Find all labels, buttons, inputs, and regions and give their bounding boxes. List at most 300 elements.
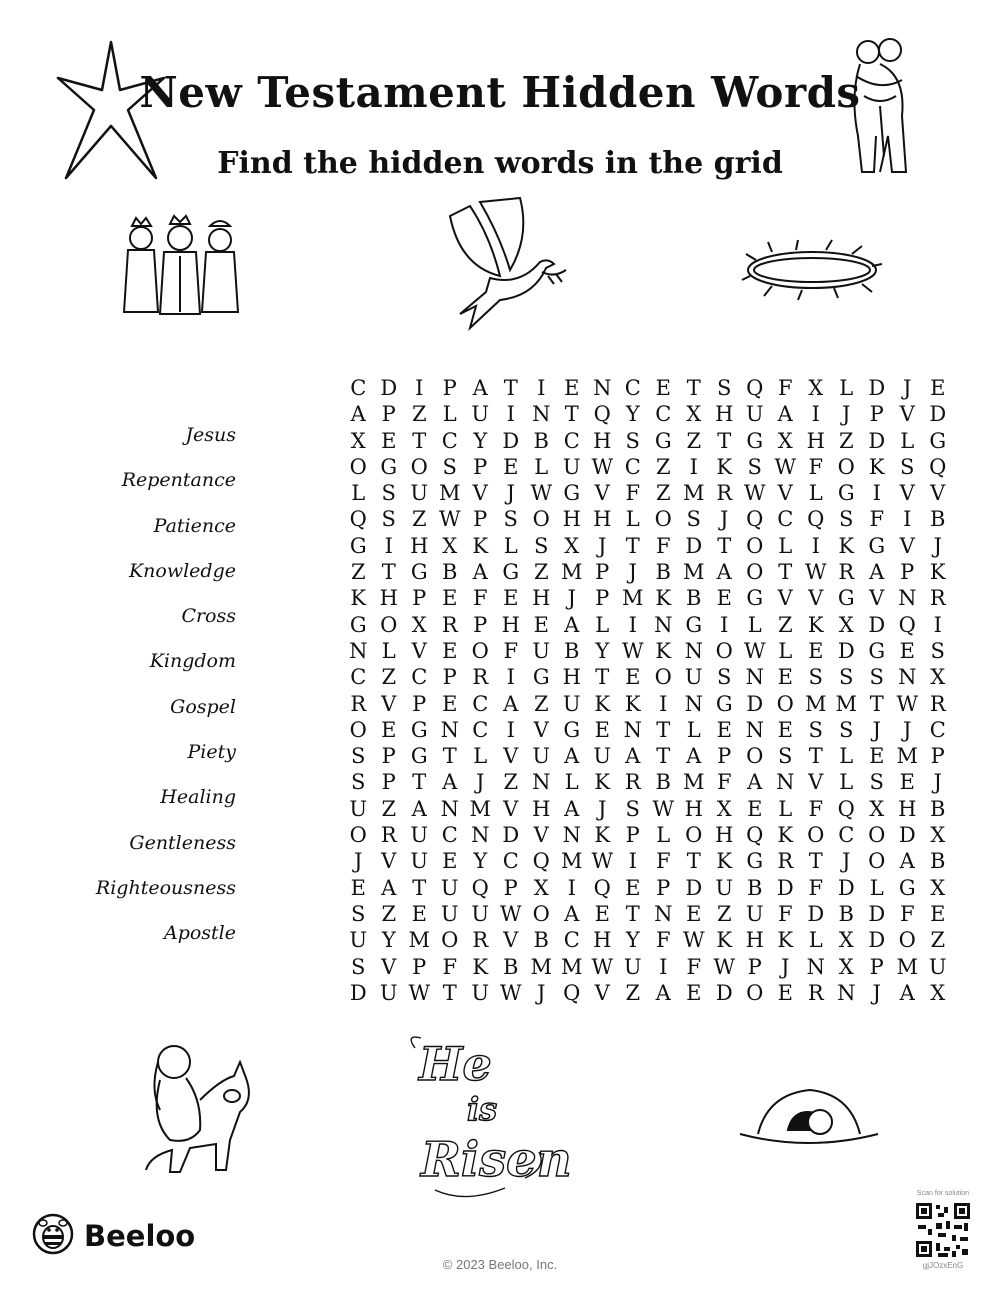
grid-cell[interactable]: V (808, 586, 824, 611)
grid-cell[interactable]: W (591, 954, 614, 979)
grid-cell[interactable]: M (621, 586, 644, 611)
grid-cell[interactable]: N (745, 717, 764, 742)
grid-cell[interactable]: W (499, 980, 522, 1005)
grid-cell[interactable]: N (745, 665, 764, 690)
grid-cell[interactable]: U (562, 691, 581, 716)
grid-cell[interactable]: H (410, 533, 429, 558)
grid-cell[interactable]: I (659, 691, 668, 716)
grid-cell[interactable]: Z (838, 428, 854, 453)
grid-cell[interactable]: V (533, 823, 549, 848)
grid-cell[interactable]: E (686, 980, 702, 1005)
grid-cell[interactable]: H (745, 928, 764, 953)
grid-cell[interactable]: L (686, 717, 701, 742)
grid-cell[interactable]: Z (655, 454, 671, 479)
grid-cell[interactable]: Y (625, 928, 640, 953)
grid-cell[interactable]: D (685, 533, 703, 558)
grid-cell[interactable]: L (656, 823, 671, 848)
grid-cell[interactable]: T (625, 533, 640, 558)
grid-cell[interactable]: J (628, 560, 637, 585)
grid-cell[interactable]: L (625, 507, 640, 532)
grid-cell[interactable]: P (381, 744, 396, 769)
grid-cell[interactable]: P (473, 612, 488, 637)
grid-cell[interactable]: O (837, 454, 855, 479)
grid-cell[interactable]: G (410, 744, 428, 769)
grid-cell[interactable]: H (532, 586, 551, 611)
grid-cell[interactable]: B (655, 560, 671, 585)
grid-cell[interactable]: I (506, 665, 515, 690)
grid-cell[interactable]: S (717, 665, 732, 690)
grid-cell[interactable]: E (442, 849, 458, 874)
grid-cell[interactable]: D (868, 376, 886, 400)
grid-cell[interactable]: T (656, 744, 671, 769)
grid-cell[interactable]: N (532, 770, 551, 795)
grid-cell[interactable]: N (776, 770, 795, 795)
grid-cell[interactable]: P (869, 402, 884, 427)
grid-cell[interactable]: E (777, 980, 793, 1005)
grid-cell[interactable]: Y (473, 849, 488, 874)
grid-cell[interactable]: P (595, 586, 610, 611)
grid-cell[interactable]: O (654, 665, 672, 690)
grid-cell[interactable]: S (351, 954, 366, 979)
grid-cell[interactable]: O (380, 612, 398, 637)
grid-cell[interactable]: M (896, 744, 918, 769)
grid-cell[interactable]: P (412, 586, 427, 611)
grid-cell[interactable]: G (715, 691, 733, 716)
grid-cell[interactable]: J (872, 717, 881, 742)
grid-cell[interactable]: U (532, 744, 551, 769)
grid-cell[interactable]: E (777, 717, 793, 742)
grid-cell[interactable]: J (506, 481, 515, 506)
grid-cell[interactable]: G (349, 612, 367, 637)
grid-cell[interactable]: C (624, 376, 641, 400)
grid-cell[interactable]: L (351, 481, 366, 506)
grid-cell[interactable]: M (682, 481, 705, 506)
grid-cell[interactable]: M (408, 928, 430, 953)
grid-cell[interactable]: Z (625, 980, 641, 1005)
grid-cell[interactable]: E (716, 717, 732, 742)
grid-cell[interactable]: F (655, 849, 671, 874)
grid-cell[interactable]: A (899, 980, 915, 1005)
grid-cell[interactable]: A (564, 796, 580, 821)
grid-cell[interactable]: T (412, 770, 427, 795)
grid-cell[interactable]: X (869, 796, 885, 821)
grid-cell[interactable]: K (777, 823, 794, 848)
grid-cell[interactable]: F (472, 586, 488, 611)
grid-cell[interactable]: T (503, 376, 518, 400)
grid-cell[interactable]: F (503, 638, 519, 663)
grid-cell[interactable]: X (930, 665, 946, 690)
grid-cell[interactable]: E (625, 875, 641, 900)
grid-cell[interactable]: X (930, 980, 946, 1005)
grid-cell[interactable]: P (869, 954, 884, 979)
grid-cell[interactable]: X (930, 875, 946, 900)
grid-cell[interactable]: K (472, 533, 489, 558)
grid-cell[interactable]: U (410, 823, 429, 848)
grid-cell[interactable]: U (410, 849, 429, 874)
grid-cell[interactable]: C (411, 665, 428, 690)
grid-cell[interactable]: S (503, 507, 518, 532)
grid-cell[interactable]: F (777, 901, 793, 926)
grid-cell[interactable]: T (808, 744, 823, 769)
grid-cell[interactable]: H (501, 612, 520, 637)
grid-cell[interactable]: I (506, 402, 515, 427)
grid-cell[interactable]: L (442, 402, 457, 427)
grid-cell[interactable]: B (533, 428, 549, 453)
grid-cell[interactable]: O (471, 638, 489, 663)
grid-cell[interactable]: U (928, 954, 947, 979)
grid-cell[interactable]: R (472, 665, 489, 690)
grid-cell[interactable]: U (349, 796, 368, 821)
grid-cell[interactable]: X (350, 428, 366, 453)
grid-cell[interactable]: C (350, 665, 367, 690)
grid-cell[interactable]: E (808, 638, 824, 663)
grid-cell[interactable]: K (594, 823, 611, 848)
grid-cell[interactable]: D (746, 691, 764, 716)
grid-cell[interactable]: E (655, 376, 671, 400)
qr-code-icon[interactable] (916, 1203, 970, 1261)
grid-cell[interactable]: N (684, 691, 703, 716)
grid-cell[interactable]: D (685, 875, 703, 900)
grid-cell[interactable]: H (715, 402, 734, 427)
grid-cell[interactable]: Z (533, 691, 549, 716)
grid-cell[interactable]: O (685, 823, 703, 848)
grid-cell[interactable]: H (593, 928, 612, 953)
grid-cell[interactable]: E (899, 638, 915, 663)
grid-cell[interactable]: W (499, 901, 522, 926)
grid-cell[interactable]: L (869, 875, 884, 900)
grid-cell[interactable]: O (746, 560, 764, 585)
grid-cell[interactable]: E (442, 586, 458, 611)
grid-cell[interactable]: U (471, 901, 490, 926)
grid-cell[interactable]: G (502, 560, 520, 585)
grid-cell[interactable]: U (532, 638, 551, 663)
grid-cell[interactable]: S (625, 428, 640, 453)
grid-cell[interactable]: K (655, 586, 672, 611)
grid-cell[interactable]: U (471, 980, 490, 1005)
grid-cell[interactable]: E (686, 901, 702, 926)
grid-cell[interactable]: P (412, 954, 427, 979)
grid-cell[interactable]: X (716, 796, 732, 821)
grid-cell[interactable]: W (591, 454, 614, 479)
grid-cell[interactable]: C (563, 428, 580, 453)
grid-cell[interactable]: S (900, 454, 915, 479)
grid-cell[interactable]: O (441, 928, 459, 953)
grid-cell[interactable]: Q (349, 507, 367, 532)
grid-cell[interactable]: B (838, 901, 854, 926)
grid-cell[interactable]: M (560, 849, 583, 874)
grid-cell[interactable]: E (625, 665, 641, 690)
grid-cell[interactable]: A (564, 612, 580, 637)
grid-cell[interactable]: P (442, 665, 457, 690)
grid-cell[interactable]: R (350, 691, 367, 716)
grid-cell[interactable]: F (625, 481, 641, 506)
grid-cell[interactable]: V (472, 481, 488, 506)
grid-cell[interactable]: W (530, 481, 553, 506)
grid-cell[interactable]: G (563, 481, 581, 506)
grid-cell[interactable]: P (412, 691, 427, 716)
grid-cell[interactable]: L (503, 533, 518, 558)
grid-cell[interactable]: R (807, 980, 824, 1005)
grid-cell[interactable]: U (410, 481, 429, 506)
grid-cell[interactable]: C (441, 823, 458, 848)
grid-cell[interactable]: K (716, 454, 733, 479)
grid-cell[interactable]: O (532, 507, 550, 532)
grid-cell[interactable]: Q (807, 507, 825, 532)
grid-cell[interactable]: M (835, 691, 857, 716)
grid-cell[interactable]: T (656, 717, 671, 742)
grid-cell[interactable]: T (808, 849, 823, 874)
grid-cell[interactable]: Q (746, 823, 764, 848)
grid-cell[interactable]: I (903, 507, 912, 532)
grid-cell[interactable]: A (350, 402, 366, 427)
grid-cell[interactable]: D (837, 638, 855, 663)
grid-cell[interactable]: C (502, 849, 519, 874)
grid-cell[interactable]: O (868, 823, 886, 848)
grid-cell[interactable]: D (807, 901, 825, 926)
grid-cell[interactable]: S (808, 717, 823, 742)
grid-cell[interactable]: U (593, 744, 612, 769)
grid-cell[interactable]: V (503, 796, 519, 821)
grid-cell[interactable]: L (839, 744, 854, 769)
grid-cell[interactable]: U (684, 665, 703, 690)
grid-cell[interactable]: Q (929, 454, 947, 479)
grid-cell[interactable]: Q (898, 612, 916, 637)
grid-cell[interactable]: E (594, 901, 610, 926)
grid-cell[interactable]: U (440, 875, 459, 900)
grid-cell[interactable]: L (473, 744, 488, 769)
grid-cell[interactable]: B (930, 849, 946, 874)
grid-cell[interactable]: O (532, 901, 550, 926)
grid-cell[interactable]: Q (532, 849, 550, 874)
grid-cell[interactable]: L (778, 638, 793, 663)
grid-cell[interactable]: O (410, 454, 428, 479)
grid-cell[interactable]: N (837, 980, 856, 1005)
grid-cell[interactable]: T (686, 849, 701, 874)
grid-cell[interactable]: M (682, 770, 705, 795)
grid-cell[interactable]: C (929, 717, 946, 742)
grid-cell[interactable]: W (438, 507, 461, 532)
grid-cell[interactable]: T (717, 533, 732, 558)
grid-cell[interactable]: J (842, 402, 851, 427)
grid-cell[interactable]: U (349, 928, 368, 953)
grid-cell[interactable]: G (868, 638, 886, 663)
grid-cell[interactable]: T (686, 376, 701, 400)
grid-cell[interactable]: T (412, 875, 427, 900)
grid-cell[interactable]: A (472, 376, 488, 400)
grid-cell[interactable]: T (869, 691, 884, 716)
grid-cell[interactable]: I (384, 533, 393, 558)
grid-cell[interactable]: Z (381, 665, 397, 690)
grid-cell[interactable]: R (777, 849, 794, 874)
grid-cell[interactable]: J (903, 376, 912, 400)
grid-cell[interactable]: W (408, 980, 431, 1005)
grid-cell[interactable]: U (440, 901, 459, 926)
grid-cell[interactable]: D (502, 428, 520, 453)
grid-cell[interactable]: P (747, 954, 762, 979)
grid-cell[interactable]: V (777, 586, 793, 611)
grid-cell[interactable]: B (564, 638, 580, 663)
grid-cell[interactable]: Q (593, 875, 611, 900)
grid-cell[interactable]: S (839, 665, 854, 690)
grid-cell[interactable]: L (808, 481, 823, 506)
grid-cell[interactable]: E (381, 717, 397, 742)
grid-cell[interactable]: V (533, 717, 549, 742)
grid-cell[interactable]: L (778, 533, 793, 558)
grid-cell[interactable]: G (532, 665, 550, 690)
grid-cell[interactable]: J (567, 586, 576, 611)
grid-cell[interactable]: Y (381, 928, 396, 953)
grid-cell[interactable]: P (717, 744, 732, 769)
grid-cell[interactable]: S (351, 744, 366, 769)
grid-cell[interactable]: J (354, 849, 363, 874)
grid-cell[interactable]: J (720, 507, 729, 532)
grid-cell[interactable]: Z (381, 796, 397, 821)
grid-cell[interactable]: P (900, 560, 915, 585)
grid-cell[interactable]: P (473, 507, 488, 532)
grid-cell[interactable]: X (838, 612, 854, 637)
grid-cell[interactable]: W (896, 691, 919, 716)
grid-cell[interactable]: W (591, 849, 614, 874)
grid-cell[interactable]: P (381, 770, 396, 795)
grid-cell[interactable]: W (652, 796, 675, 821)
grid-cell[interactable]: X (838, 954, 854, 979)
grid-cell[interactable]: S (351, 901, 366, 926)
grid-cell[interactable]: G (746, 428, 764, 453)
grid-cell[interactable]: L (381, 638, 396, 663)
grid-cell[interactable]: T (564, 402, 579, 427)
grid-cell[interactable]: I (537, 376, 546, 400)
grid-cell[interactable]: Z (350, 560, 366, 585)
grid-cell[interactable]: H (593, 507, 612, 532)
grid-cell[interactable]: R (838, 560, 855, 585)
grid-cell[interactable]: W (682, 928, 705, 953)
grid-cell[interactable]: A (716, 560, 732, 585)
grid-cell[interactable]: L (839, 770, 854, 795)
grid-cell[interactable]: V (381, 954, 397, 979)
grid-cell[interactable]: X (533, 875, 549, 900)
grid-cell[interactable]: N (898, 586, 917, 611)
grid-cell[interactable]: H (562, 507, 581, 532)
grid-cell[interactable]: E (777, 665, 793, 690)
grid-cell[interactable]: J (598, 796, 607, 821)
grid-cell[interactable]: T (625, 901, 640, 926)
grid-cell[interactable]: W (743, 481, 766, 506)
grid-cell[interactable]: V (411, 638, 427, 663)
grid-cell[interactable]: E (869, 744, 885, 769)
grid-cell[interactable]: B (503, 954, 519, 979)
grid-cell[interactable]: F (777, 376, 793, 400)
grid-cell[interactable]: Q (593, 402, 611, 427)
grid-cell[interactable]: Z (381, 901, 397, 926)
grid-cell[interactable]: N (623, 717, 642, 742)
grid-cell[interactable]: V (869, 586, 885, 611)
grid-cell[interactable]: N (562, 823, 581, 848)
grid-cell[interactable]: G (380, 454, 398, 479)
grid-cell[interactable]: A (381, 875, 397, 900)
grid-cell[interactable]: L (808, 928, 823, 953)
grid-cell[interactable]: C (777, 507, 794, 532)
grid-cell[interactable]: G (837, 586, 855, 611)
grid-cell[interactable]: C (655, 402, 672, 427)
grid-cell[interactable]: V (503, 928, 519, 953)
grid-cell[interactable]: N (654, 901, 673, 926)
grid-cell[interactable]: D (868, 612, 886, 637)
grid-cell[interactable]: T (595, 665, 610, 690)
grid-cell[interactable]: P (503, 875, 518, 900)
grid-cell[interactable]: A (777, 402, 793, 427)
grid-cell[interactable]: N (898, 665, 917, 690)
grid-cell[interactable]: Z (411, 507, 427, 532)
grid-cell[interactable]: V (899, 402, 915, 427)
grid-cell[interactable]: C (563, 928, 580, 953)
grid-cell[interactable]: L (747, 612, 762, 637)
grid-cell[interactable]: L (839, 376, 854, 400)
grid-cell[interactable]: Z (930, 928, 946, 953)
grid-cell[interactable]: J (537, 980, 546, 1005)
grid-cell[interactable]: C (472, 691, 489, 716)
grid-cell[interactable]: K (777, 928, 794, 953)
grid-cell[interactable]: G (746, 849, 764, 874)
grid-cell[interactable]: R (929, 691, 946, 716)
grid-cell[interactable]: H (379, 586, 398, 611)
grid-cell[interactable]: F (655, 928, 671, 953)
grid-cell[interactable]: U (745, 901, 764, 926)
grid-cell[interactable]: S (442, 454, 457, 479)
grid-cell[interactable]: N (806, 954, 825, 979)
grid-cell[interactable]: W (713, 954, 736, 979)
grid-cell[interactable]: O (349, 454, 367, 479)
grid-cell[interactable]: J (598, 533, 607, 558)
grid-cell[interactable]: S (625, 796, 640, 821)
grid-cell[interactable]: W (774, 454, 797, 479)
grid-cell[interactable]: S (839, 717, 854, 742)
grid-cell[interactable]: N (532, 402, 551, 427)
grid-cell[interactable]: F (899, 901, 915, 926)
grid-cell[interactable]: X (442, 533, 458, 558)
grid-cell[interactable]: E (442, 638, 458, 663)
grid-cell[interactable]: U (471, 402, 490, 427)
grid-cell[interactable]: G (349, 533, 367, 558)
grid-cell[interactable]: U (715, 875, 734, 900)
grid-cell[interactable]: R (441, 612, 458, 637)
grid-cell[interactable]: G (410, 560, 428, 585)
grid-cell[interactable]: X (838, 928, 854, 953)
grid-cell[interactable]: H (684, 796, 703, 821)
grid-cell[interactable]: L (534, 454, 549, 479)
grid-cell[interactable]: K (350, 586, 367, 611)
grid-cell[interactable]: S (808, 665, 823, 690)
grid-cell[interactable]: I (415, 376, 424, 400)
grid-cell[interactable]: J (842, 849, 851, 874)
grid-cell[interactable]: N (471, 823, 490, 848)
grid-cell[interactable]: I (689, 454, 698, 479)
grid-cell[interactable]: P (595, 560, 610, 585)
grid-cell[interactable]: E (411, 901, 427, 926)
grid-cell[interactable]: J (781, 954, 790, 979)
grid-cell[interactable]: S (869, 665, 884, 690)
grid-cell[interactable]: M (530, 954, 552, 979)
grid-cell[interactable]: G (868, 533, 886, 558)
grid-cell[interactable]: G (410, 717, 428, 742)
grid-cell[interactable]: H (562, 665, 581, 690)
grid-cell[interactable]: S (839, 507, 854, 532)
grid-cell[interactable]: H (806, 428, 825, 453)
grid-cell[interactable]: D (380, 376, 398, 400)
grid-cell[interactable]: M (804, 691, 827, 716)
grid-cell[interactable]: V (594, 481, 610, 506)
grid-cell[interactable]: I (872, 481, 881, 506)
grid-cell[interactable]: S (930, 638, 945, 663)
